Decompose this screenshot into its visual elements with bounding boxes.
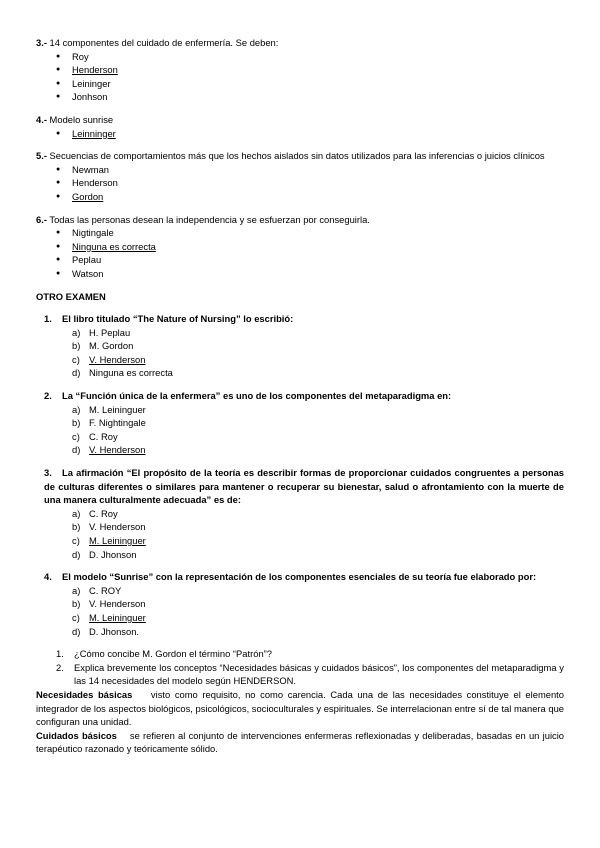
option-item [36, 77, 564, 91]
option-text: M. Leininguer [89, 403, 146, 415]
option-item [36, 50, 564, 64]
option-item [36, 625, 564, 639]
option-item [36, 534, 564, 548]
question-6 [36, 213, 564, 227]
option-text: Nigtingale [72, 227, 114, 239]
q5-options [36, 163, 564, 204]
option-text: C. ROY [89, 584, 122, 596]
option-item [36, 443, 564, 457]
option-text: D. Jhonson [89, 548, 137, 560]
option-letter: a) [72, 507, 81, 519]
option-letter: c) [72, 353, 80, 365]
question-4 [36, 113, 564, 127]
exam-question-2 [36, 389, 564, 403]
option-letter: d) [72, 625, 81, 637]
option-text-answer: Leinninger [72, 127, 116, 139]
option-letter: c) [72, 611, 80, 623]
option-item [36, 584, 564, 598]
option-item [36, 163, 564, 177]
exam-q1-options [36, 326, 564, 380]
definition-text: se refieren al conjunto de intervenciones enfermeras reflexionadas y deliberadas, basadas en un juicio terapéutico razonado y teóricamente sólido. [36, 729, 565, 755]
question-text: Modelo sunrise [46, 113, 114, 125]
option-text: Newman [72, 163, 109, 175]
option-letter: d) [72, 367, 81, 379]
option-text-answer: Gordon [72, 190, 104, 202]
definition-text: visto como requisito, no como carencia. Cada una de las necesidades constituye el elemento integrador de los aspectos biológicos, psicológicos, socioculturales y espirituales. Se interrelacionan entre sí de tal manera que configuran una unidad. [36, 688, 564, 728]
definition-term: Cuidados básicos [36, 729, 117, 741]
open-question [36, 647, 564, 661]
open-questions [36, 647, 564, 688]
option-item [36, 253, 564, 267]
exam-question-1 [36, 312, 564, 326]
definition-needs [36, 688, 564, 729]
q6-options [36, 226, 564, 280]
question-number: 3.- [36, 37, 47, 48]
exam-q2-options [36, 403, 564, 457]
option-text: Henderson [72, 177, 118, 189]
question-number: 6.- [36, 213, 47, 225]
option-text-answer: M. Leininguer [89, 611, 146, 623]
option-item [36, 190, 564, 204]
exam-question-3 [36, 466, 564, 507]
option-letter: d) [72, 548, 81, 560]
option-text: Ninguna es correcta [89, 367, 173, 379]
option-letter: a) [72, 403, 81, 415]
definition-term: Necesidades básicas [36, 688, 133, 700]
question-number: 1. [44, 313, 52, 325]
question-text: La afirmación “El propósito de la teoría es describir formas de proporcionar cuidados congruentes a personas de culturas diferentes o similares para mantener o recuperar su bienestar, salud o afrontamiento con la muerte de una manera culturalmente adecuada” es de: [44, 467, 564, 506]
option-item [36, 90, 564, 104]
question-number: 1. [56, 648, 64, 660]
option-text: Peplau [72, 254, 102, 266]
option-item [36, 353, 564, 367]
definition-care [36, 729, 564, 756]
exam-q3-options [36, 507, 564, 561]
question-number: 2. [56, 661, 64, 673]
option-text: V. Henderson [89, 598, 146, 610]
exam-question-4 [36, 570, 564, 584]
question-number: 3. [44, 467, 52, 479]
question-3 [36, 36, 564, 50]
question-text: La “Función única de la enfermera” es uno de los componentes del metaparadigma en: [62, 390, 452, 402]
option-text: H. Peplau [89, 326, 131, 338]
option-item [36, 430, 564, 444]
option-text: Watson [72, 267, 104, 279]
option-item [36, 176, 564, 190]
option-letter: a) [72, 584, 81, 596]
question-text: ¿Cómo concibe M. Gordon el término “Patrón”? [74, 648, 272, 660]
q3-options [36, 50, 564, 104]
question-number: 2. [44, 390, 52, 402]
option-text: Roy [72, 50, 89, 62]
q4-options [36, 127, 564, 141]
option-item [36, 611, 564, 625]
option-text: C. Roy [89, 430, 118, 442]
option-item [36, 267, 564, 281]
question-5 [36, 149, 564, 163]
question-number: 5.- [36, 150, 47, 162]
question-text: Todas las personas desean la independencia y se esfuerzan por conseguirla. [46, 213, 370, 225]
option-text: C. Roy [89, 507, 118, 519]
exam-q4-options [36, 584, 564, 638]
option-item [36, 326, 564, 340]
option-text: D. Jhonson. [89, 625, 140, 637]
option-text: Jonhson [72, 91, 108, 103]
option-text-answer: Ninguna es correcta [72, 240, 156, 252]
option-text: Leininger [72, 77, 111, 89]
option-item [36, 240, 564, 254]
option-item [36, 339, 564, 353]
option-text: M. Gordon [89, 340, 134, 352]
question-text: 14 componentes del cuidado de enfermería. Se deben: [46, 37, 279, 48]
option-text-answer: M. Leininguer [89, 535, 146, 546]
question-text: Secuencias de comportamientos más que los hechos aislados sin datos utilizados para las inferencias o juicios clínicos [46, 150, 545, 162]
section-title: OTRO EXAMEN [36, 290, 106, 302]
option-letter: b) [72, 598, 81, 610]
option-letter: c) [72, 535, 80, 546]
option-item [36, 597, 564, 611]
option-text: F. Nightingale [89, 417, 146, 429]
question-text: El modelo “Sunrise” con la representación de los componentes esenciales de su teoría fue elaborado por: [62, 571, 537, 583]
option-item [36, 226, 564, 240]
open-question [36, 661, 564, 688]
option-item [36, 548, 564, 562]
option-letter: d) [72, 444, 81, 456]
option-item [36, 63, 564, 77]
option-letter: c) [72, 430, 80, 442]
option-item [36, 366, 564, 380]
option-item [36, 403, 564, 417]
document-page [36, 36, 564, 756]
option-text-answer: V. Henderson [89, 444, 146, 456]
option-item [36, 520, 564, 534]
option-item [36, 416, 564, 430]
option-text-answer: V. Henderson [89, 353, 146, 365]
question-text: El libro titulado “The Nature of Nursing” lo escribió: [62, 313, 294, 325]
option-letter: b) [72, 340, 81, 352]
option-text-answer: Henderson [72, 64, 118, 76]
question-text: Explica brevemente los conceptos “Necesidades básicas y cuidados básicos”, los componentes del metaparadigma y las 14 necesidades del modelo según HENDERSON. [74, 661, 564, 687]
option-letter: b) [72, 521, 81, 533]
option-item [36, 127, 564, 141]
option-text: V. Henderson [89, 521, 146, 533]
question-number: 4.- [36, 113, 47, 125]
option-letter: b) [72, 417, 81, 429]
option-letter: a) [72, 326, 81, 338]
question-number: 4. [44, 571, 52, 583]
option-item [36, 507, 564, 521]
